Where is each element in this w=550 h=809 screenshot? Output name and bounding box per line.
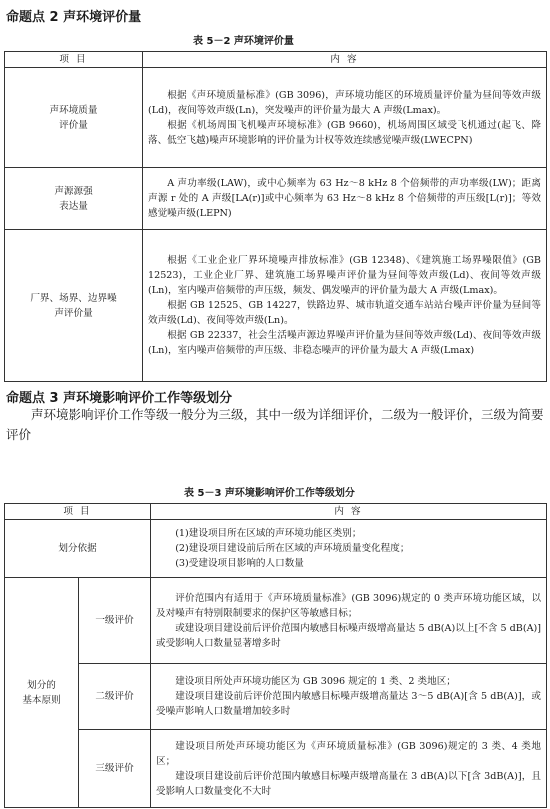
section-heading-noise-metrics: 命题点 2 声环境评价量 [6,10,142,25]
content-paragraph: 根据《工业企业厂界环境噪声排放标准》(GB 12348)、《建筑施工场界噪限值》(GB 12523)，工业企业厂界、建筑施工场界噪声评价量为昼间等效声级(Ld)、夜间等效声级(Ln)，室内噪声倍频带的声压级，频发、偶发噪声的评价量为最大 A 声级(Lmax)。 [148,255,541,296]
row-content [151,730,547,808]
table-header-row [5,52,547,68]
table-noise-metrics [4,51,547,382]
intro-paragraph: 声环境影响评价工作等级一般分为三级，其中一级为详细评价，二级为一般评价，三级为简要评价 [6,407,544,442]
table-assessment-levels [4,503,547,808]
row-content [151,520,547,578]
table-row [5,168,547,230]
column-header-content: 内 容 [151,504,547,520]
row-content [151,664,547,730]
content-paragraph: (1)建设项目所在区域的声环境功能区类别； [175,528,362,539]
content-paragraph: 建设项目所处声环境功能区为 GB 3096 规定的 1 类、2 类地区； [175,676,456,687]
content-paragraph: 根据《机场周围飞机噪声环境标准》(GB 9660)，机场周围区域受飞机通过(起飞、降落、低空飞越)噪声环境影响的评价量为计权等效连续感觉噪声级(LWECPN) [148,119,541,146]
column-header-item: 项 目 [5,52,143,68]
level-label: 一级评价 [79,578,151,664]
content-paragraph: 根据《声环境质量标准》(GB 3096)，声环境功能区的环境质量评价量为昼间等效声级(Ld)，夜间等效声级(Ln)，突发噪声的评价量为最大 A 声级(Lmax)。 [148,89,541,116]
table-row [5,664,547,730]
row-label: 厂界、场界、边界噪 声评价量 [5,230,143,382]
content-paragraph: (2)建设项目建设前后所在区域的声环境质量变化程度； [175,543,410,554]
level-label: 二级评价 [79,664,151,730]
content-paragraph: 建设项目建设前后评价范围内敏感目标噪声级增高量在 3 dB(A)以下[含 3dB(A)]，且受影响人口数量变化不大时 [156,770,541,797]
content-paragraph: 建设项目建设前后评价范围内敏感目标噪声级增高量达 3～5 dB(A)[含 5 dB(A)]，或受噪声影响人口数量增加较多时 [156,691,541,717]
level-label: 三级评价 [79,730,151,808]
row-label: 划分依据 [5,520,151,578]
content-paragraph: 根据 GB 12525、GB 14227，铁路边界、城市轨道交通车站站台噪声评价量为昼间等效声级(Ld)、夜间等效声级(Ln)。 [148,300,541,326]
table-row [5,68,547,168]
content-paragraph: 评价范围内有适用于《声环境质量标准》(GB 3096)规定的 0 类声环境功能区域，以及对噪声有特别限制要求的保护区等敏感目标； [156,592,541,619]
table-caption-5-3: 表 5－3 声环境影响评价工作等级划分 [184,488,355,499]
content-paragraph: 建设项目所处声环境功能区为《声环境质量标准》(GB 3096)规定的 3 类、4 类地区； [156,740,541,767]
table-row [5,520,547,578]
content-paragraph: 根据 GB 22337，社会生活噪声源边界噪声评价量为昼间等效声级(Ld)、夜间等效声级(Ln)，室内噪声倍频带的声压级、非稳态噪声的评价量为最大 A 声级(Lmax) [148,330,541,356]
row-content [143,68,547,168]
table-header-row [5,504,547,520]
table-row [5,230,547,382]
row-label: 声源源强 表达量 [5,168,143,230]
table-row [5,730,547,808]
content-paragraph: A 声功率级(LAW)，或中心频率为 63 Hz～8 kHz 8 个倍频带的声功率级(LW)；距离声源 r 处的 A 声级[LA(r)]或中心频率为 63 Hz～8 kHz 8 个倍频带的声压级[L(r)]；等效感觉噪声级(LEPN) [148,178,541,219]
table-caption-5-2: 表 5－2 声环境评价量 [193,36,294,47]
principle-label: 划分的 基本原则 [5,578,79,808]
row-label: 声环境质量 评价量 [5,68,143,168]
column-header-content: 内 容 [143,52,547,68]
content-paragraph: 或建设项目建设前后评价范围内敏感目标噪声级增高量达 5 dB(A)以上[不含 5 dB(A)]或受影响人口数量显著增多时 [156,622,541,649]
content-paragraph: (3)受建设项目影响的人口数量 [175,558,304,569]
column-header-item: 项 目 [5,504,151,520]
row-content [143,168,547,230]
section-heading-assessment-levels: 命题点 3 声环境影响评价工作等级划分 [6,391,233,406]
row-content [143,230,547,382]
row-content [151,578,547,664]
table-row [5,578,547,664]
